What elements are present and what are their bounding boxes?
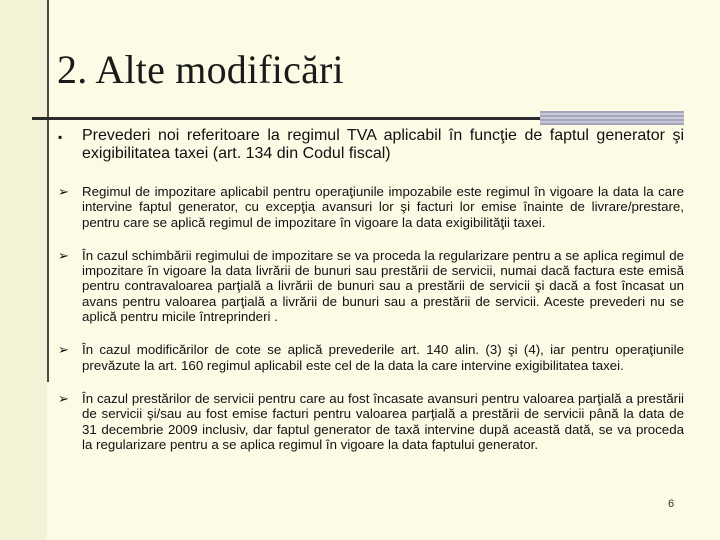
sub-bullet-text: Regimul de impozitare aplicabil pentru operaţiunile impozabile este regimul în vigoare la data la care intervine faptul generator, cu excepţia avansuri lor şi facturi lor emise înainte de livrare/prestare, pentru care se aplică regimul de impozitare în vigoare la data exigibilităţii taxei. bbox=[82, 184, 684, 230]
left-decor-line bbox=[47, 0, 49, 382]
sub-bullet bbox=[58, 184, 684, 230]
sub-bullet bbox=[58, 391, 684, 452]
sub-bullet-text: În cazul modificărilor de cote se aplică prevederile art. 140 alin. (3) şi (4), iar pentru operaţiunile prevăzute la art. 160 regimul aplicabil este cel de la data la care intervine exigibilitatea taxei. bbox=[82, 342, 684, 373]
title-divider-accent bbox=[540, 111, 684, 125]
page-number: 6 bbox=[668, 498, 675, 510]
sub-bullet-text: În cazul schimbării regimului de impozitare se va proceda la regularizare pentru a se aplica regimul de impozitare în vigoare la data livrării de bunuri sau prestării de servicii, numai dacă factura este emisă pentru contravaloarea parţială a livrării de bunuri sau a prestării de servicii şi dacă a fost încasat un avans pentru valoarea parţială a livrării de bunuri sau a prestării de servicii. Aceste prevederi nu se aplică pentru micile întreprinderi . bbox=[82, 247, 684, 325]
lead-bullet-text: Prevederi noi referitoare la regimul TVA aplicabil în funcţie de faptul generator şi exigibilitatea taxei (art. 134 din Codul fiscal) bbox=[82, 127, 684, 162]
page-title: 2. Alte modificări bbox=[57, 47, 344, 92]
left-decor-band bbox=[0, 0, 47, 540]
arrow-bullet-icon: ➢ bbox=[58, 390, 69, 406]
sub-bullet bbox=[58, 342, 684, 373]
sub-bullet-text: În cazul prestărilor de servicii pentru care au fost încasate avansuri pentru valoarea parţială a prestării de servicii şi/sau au fost emise facturi pentru valoarea parţială a prestării de servicii până la data de 31 decembrie 2009 inclusiv, dar faptul generator de taxă intervine după această dată, se va proceda la regularizare pentru a se aplica regimul în vigoare la data faptului generator. bbox=[82, 390, 684, 452]
square-bullet-icon: ▪ bbox=[58, 130, 63, 144]
arrow-bullet-icon: ➢ bbox=[58, 184, 69, 199]
sub-bullet bbox=[58, 248, 684, 324]
slide-content bbox=[58, 127, 684, 452]
arrow-bullet-icon: ➢ bbox=[58, 247, 69, 263]
lead-bullet bbox=[58, 127, 684, 163]
arrow-bullet-icon: ➢ bbox=[58, 342, 69, 358]
